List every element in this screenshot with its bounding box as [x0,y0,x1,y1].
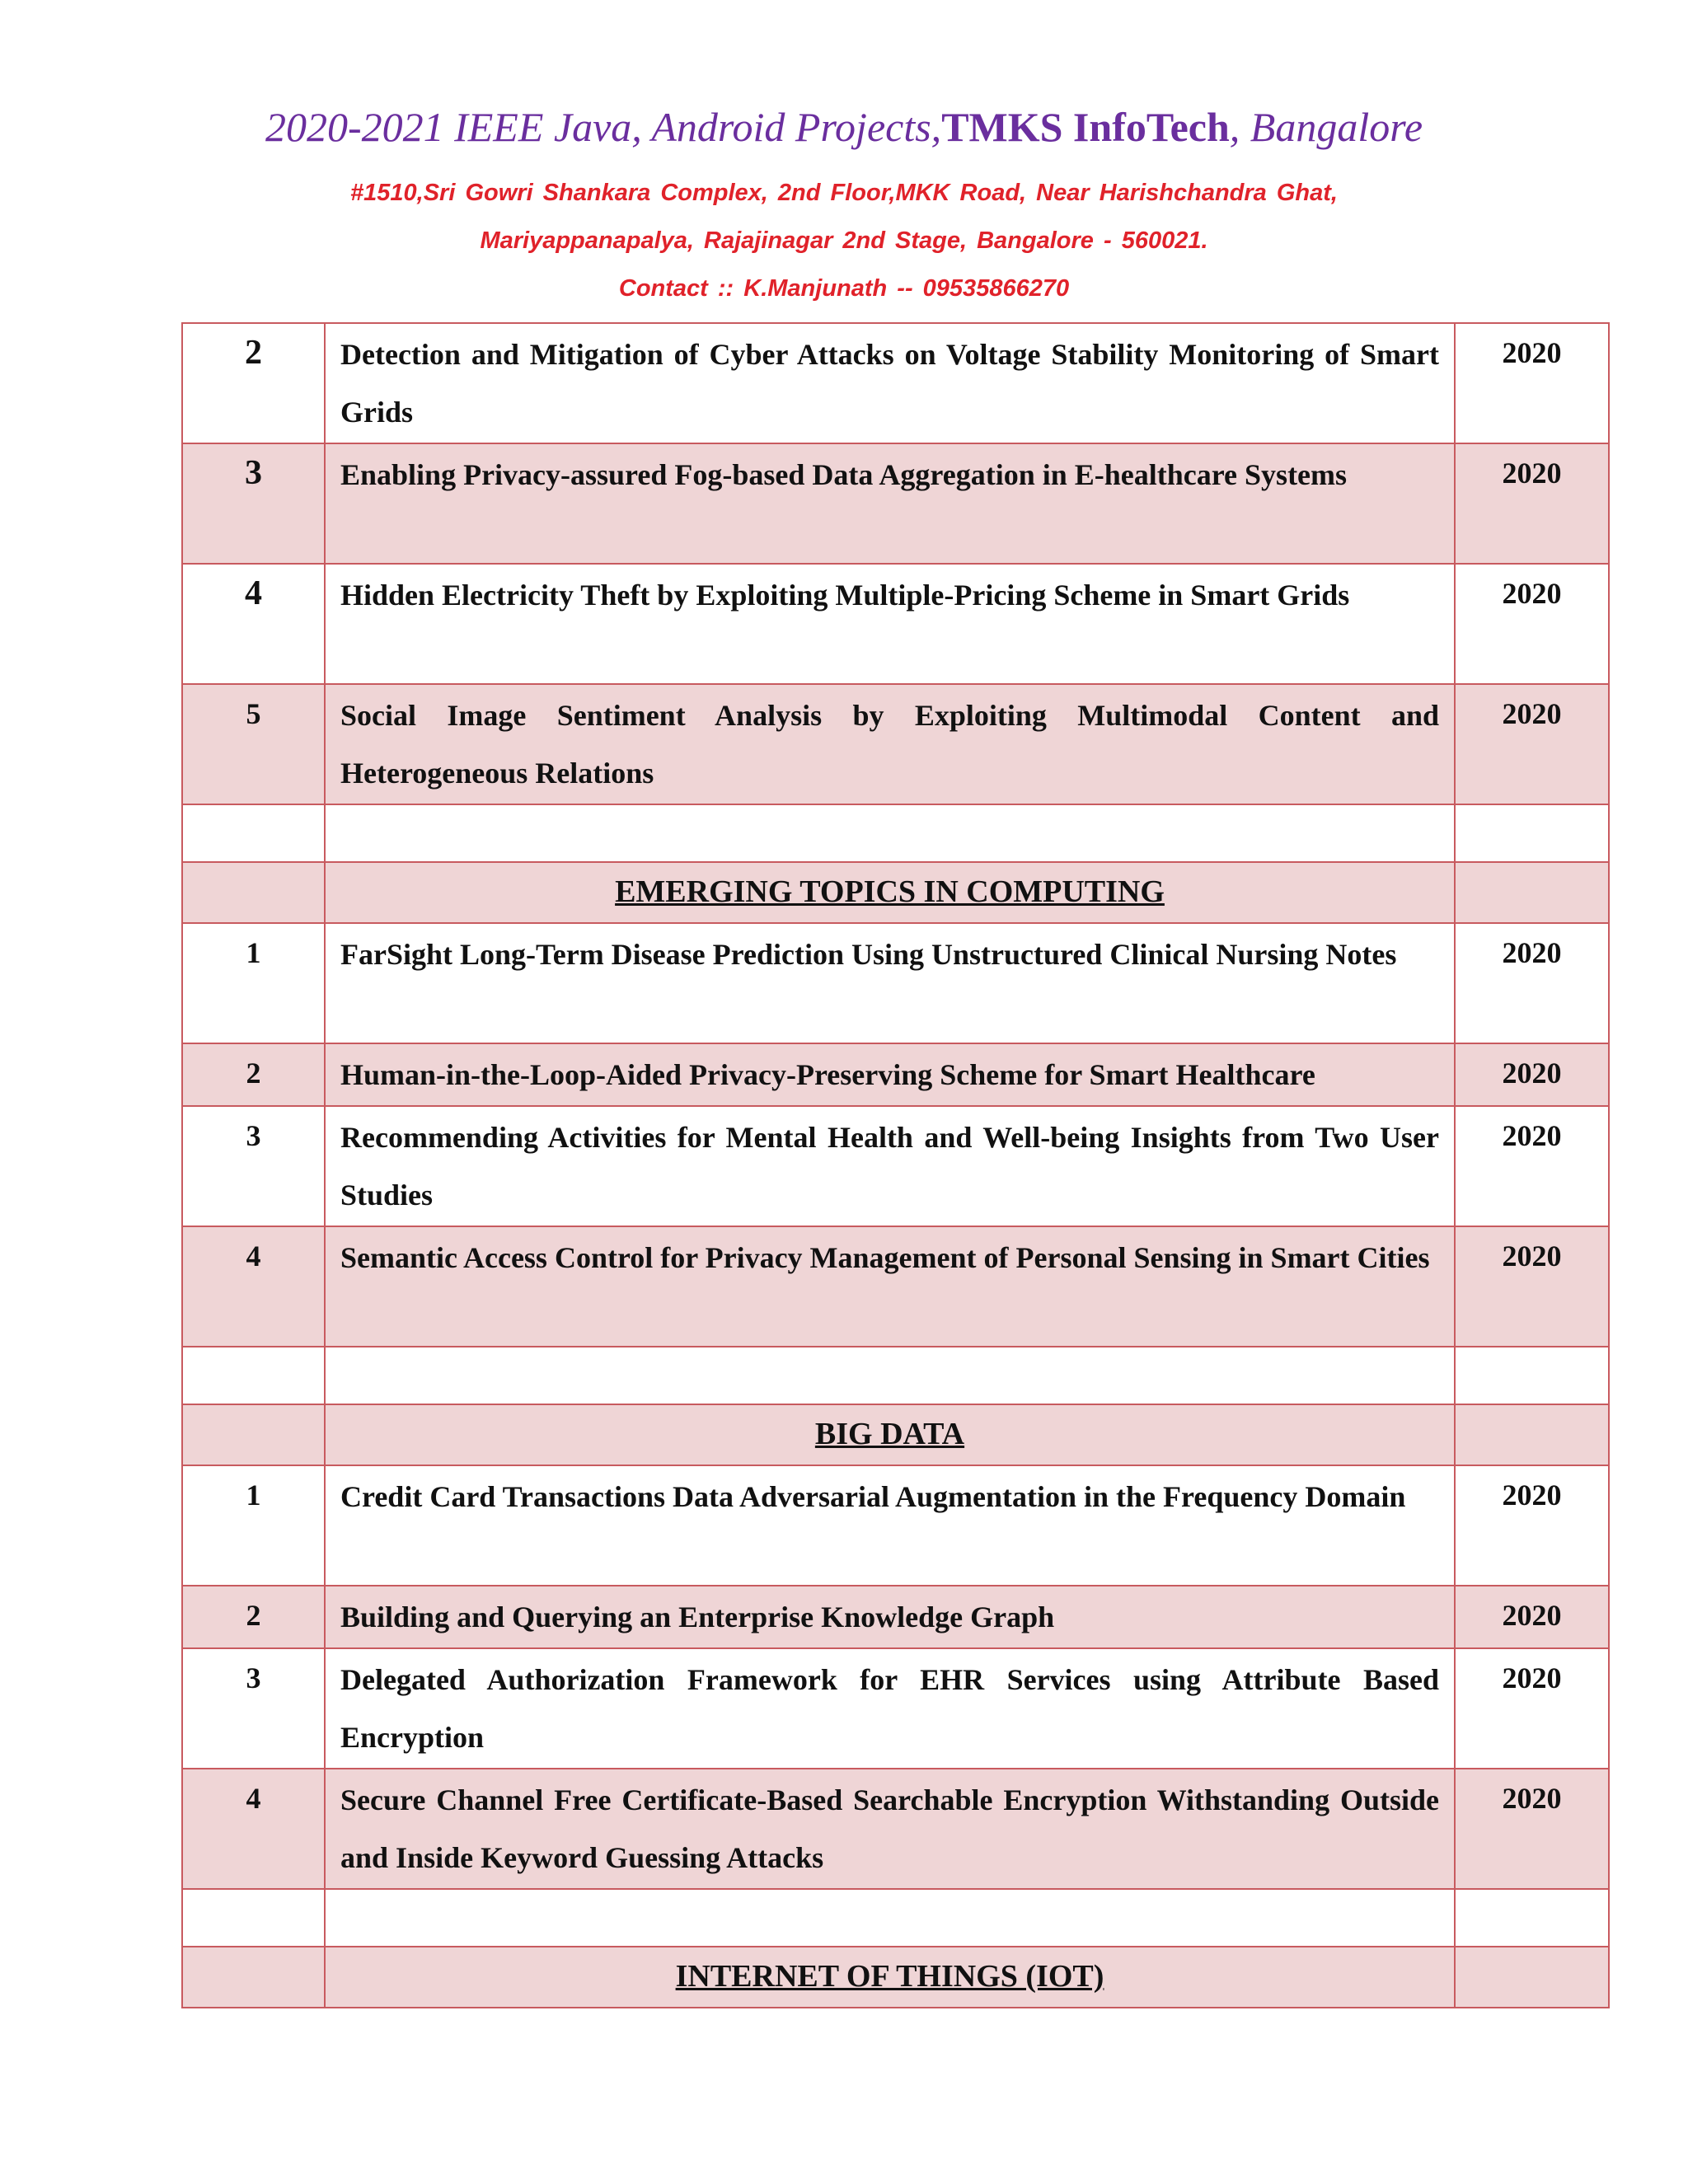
project-title: Human-in-the-Loop-Aided Privacy-Preserving Scheme for Smart Healthcare [325,1043,1455,1106]
row-number: 4 [182,1226,325,1347]
empty-cell [182,1347,325,1404]
project-title: Recommending Activities for Mental Health and Well-being Insights from Two User Studies [325,1106,1455,1226]
project-year: 2020 [1455,323,1609,443]
project-title: Social Image Sentiment Analysis by Exploiting Multimodal Content and Heterogeneous Relations [325,684,1455,804]
page-title [0,97,1688,157]
empty-cell [182,804,325,862]
table-row [182,684,1609,804]
title-city: , Bangalore [1229,104,1423,150]
projects-table [181,322,1610,2008]
empty-cell [1455,1404,1609,1465]
table-row [182,1106,1609,1226]
title-company: TMKS InfoTech [941,104,1230,150]
row-number: 4 [182,1769,325,1889]
empty-cell [1455,1889,1609,1947]
row-number: 2 [182,1043,325,1106]
contact-line: Contact :: K.Manjunath -- 09535866270 [618,275,1070,302]
table-row [182,1465,1609,1586]
row-number: 5 [182,684,325,804]
project-year: 2020 [1455,1648,1609,1769]
project-title: FarSight Long-Term Disease Prediction Using Unstructured Clinical Nursing Notes [325,923,1455,1043]
empty-row [182,1347,1609,1404]
project-year: 2020 [1455,1586,1609,1648]
project-year: 2020 [1455,1769,1609,1889]
empty-cell [182,1404,325,1465]
table-row [182,1769,1609,1889]
section-heading-iot: INTERNET OF THINGS (IOT) [325,1947,1455,2008]
empty-cell [182,1947,325,2008]
empty-cell [182,862,325,923]
empty-cell [1455,1947,1609,2008]
row-number: 3 [182,1648,325,1769]
project-year: 2020 [1455,1226,1609,1347]
project-title: Delegated Authorization Framework for EHR Services using Attribute Based Encryption [325,1648,1455,1769]
row-number: 1 [182,1465,325,1586]
project-year: 2020 [1455,443,1609,564]
row-number: 3 [182,443,325,564]
project-year: 2020 [1455,923,1609,1043]
row-number: 4 [182,564,325,684]
table-row [182,1043,1609,1106]
address-line-2: Mariyappanapalya, Rajajinagar 2nd Stage, Bangalore - 560021. [480,227,1208,254]
project-title: Enabling Privacy-assured Fog-based Data Aggregation in E-healthcare Systems [325,443,1455,564]
empty-cell [1455,804,1609,862]
project-year: 2020 [1455,564,1609,684]
table-row [182,1226,1609,1347]
project-title: Detection and Mitigation of Cyber Attacks on Voltage Stability Monitoring of Smart Grids [325,323,1455,443]
row-number: 1 [182,923,325,1043]
project-title: Secure Channel Free Certificate-Based Searchable Encryption Withstanding Outside and Inside Keyword Guessing Attacks [325,1769,1455,1889]
project-year: 2020 [1455,1465,1609,1586]
table-row [182,1648,1609,1769]
project-year: 2020 [1455,684,1609,804]
empty-cell [325,804,1455,862]
empty-cell [325,1889,1455,1947]
table-row [182,564,1609,684]
empty-row [182,1889,1609,1947]
row-number: 2 [182,323,325,443]
section-heading-big-data: BIG DATA [325,1404,1455,1465]
project-year: 2020 [1455,1043,1609,1106]
row-number: 3 [182,1106,325,1226]
table-row [182,1586,1609,1648]
table-row [182,443,1609,564]
address-line-1: #1510,Sri Gowri Shankara Complex, 2nd Floor,MKK Road, Near Harishchandra Ghat, [350,180,1338,206]
row-number: 2 [182,1586,325,1648]
project-title: Semantic Access Control for Privacy Management of Personal Sensing in Smart Cities [325,1226,1455,1347]
empty-cell [182,1889,325,1947]
empty-cell [325,1347,1455,1404]
project-title: Credit Card Transactions Data Adversarial Augmentation in the Frequency Domain [325,1465,1455,1586]
section-heading-emerging-topics: EMERGING TOPICS IN COMPUTING [325,862,1455,923]
empty-row [182,804,1609,862]
section-row [182,1947,1609,2008]
title-projects: 2020-2021 IEEE Java, Android Projects, [265,104,942,150]
table-row [182,923,1609,1043]
project-title: Hidden Electricity Theft by Exploiting Multiple-Pricing Scheme in Smart Grids [325,564,1455,684]
project-title: Building and Querying an Enterprise Knowledge Graph [325,1586,1455,1648]
section-row [182,1404,1609,1465]
empty-cell [1455,1347,1609,1404]
project-year: 2020 [1455,1106,1609,1226]
table-row [182,323,1609,443]
section-row [182,862,1609,923]
empty-cell [1455,862,1609,923]
